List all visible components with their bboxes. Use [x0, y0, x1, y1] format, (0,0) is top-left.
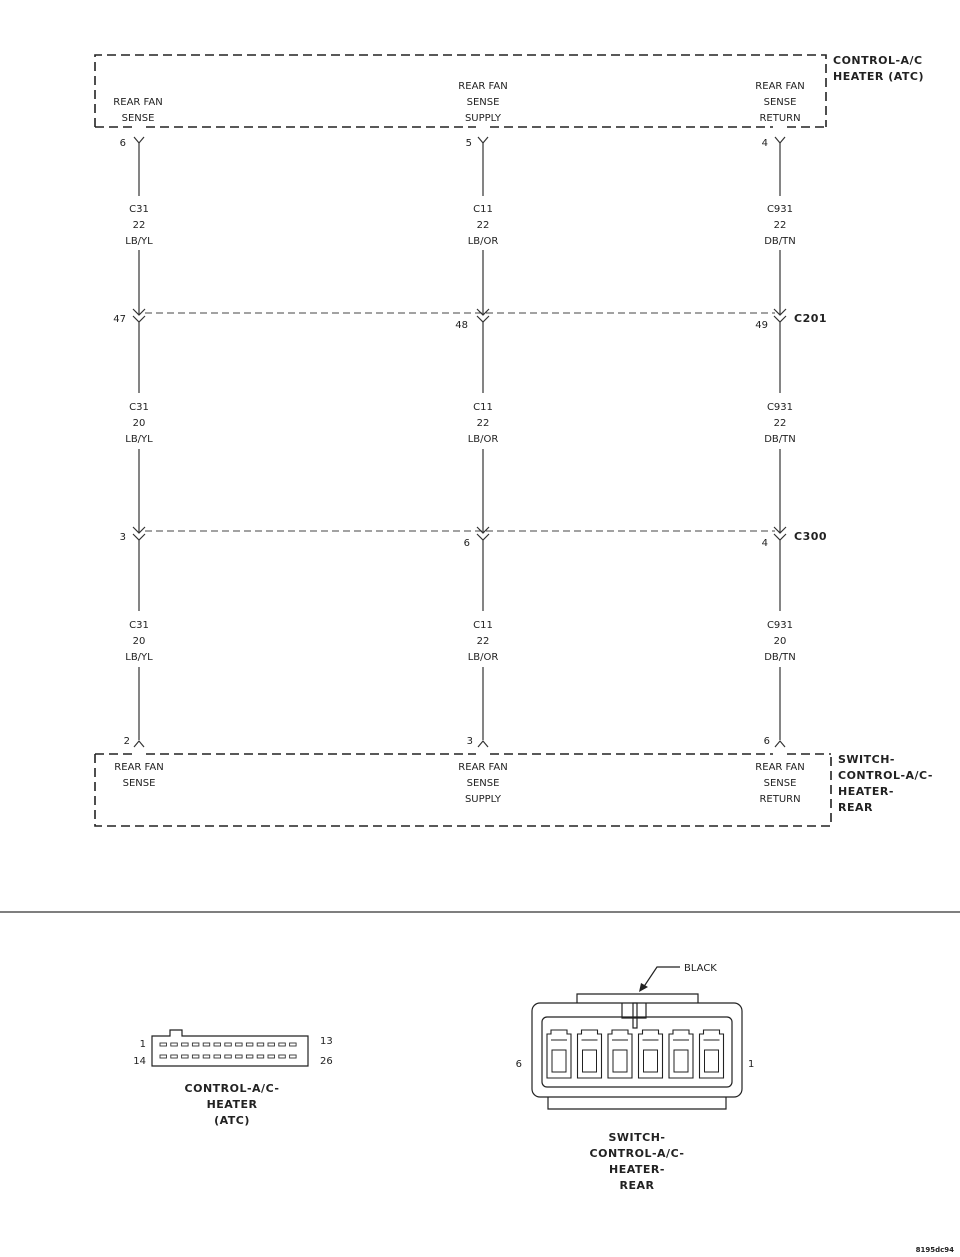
rear-connector-base [548, 1097, 726, 1109]
bottom-pin-c-label-3: RETURN [759, 794, 801, 805]
atc-pin-cavity [279, 1055, 286, 1058]
atc-pin-cavity [268, 1055, 275, 1058]
atc-pin-cavity [257, 1055, 264, 1058]
atc-pin-cavity [192, 1043, 199, 1046]
wire-label-c931-seg1-circuit: C931 [766, 204, 794, 215]
bottom-pin-b-label-1: REAR FAN [458, 762, 508, 773]
top-pin-c-label-1: REAR FAN [755, 81, 805, 92]
wire-label-c11-seg2-gauge: 22 [476, 418, 490, 429]
atc-pin-cavity [236, 1055, 243, 1058]
atc-pin-cavity [182, 1055, 189, 1058]
connector-c300-name: C300 [794, 530, 828, 543]
rear-connector-cavities [547, 1030, 724, 1078]
module-switch-control-ac-heater-rear [95, 736, 933, 826]
wire-label-c931-seg1-gauge: 22 [773, 220, 787, 231]
wire-label-c931-seg3-color: DB/TN [764, 652, 796, 663]
atc-view-name-line-2: HEATER [206, 1098, 258, 1111]
rear-pin-6-label: 6 [515, 1059, 522, 1070]
rear-connector-key-stem [633, 1003, 637, 1028]
connector-view-rear-switch [516, 963, 755, 1192]
top-pin-b-label-2: SENSE [466, 97, 500, 108]
atc-pin-row-bottom [160, 1055, 296, 1058]
bottom-pin-a-label-2: SENSE [122, 778, 156, 789]
module-bottom-name-line-1: SWITCH- [838, 753, 895, 766]
rear-pin-terminal [583, 1050, 597, 1072]
wire-label-c11-seg1-color: LB/OR [467, 236, 499, 247]
atc-pin-cavity [257, 1043, 264, 1046]
atc-view-name-line-3: (ATC) [214, 1114, 250, 1127]
connector-c300 [120, 527, 827, 549]
wire-label-c931-seg2-color: DB/TN [764, 434, 796, 445]
rear-view-name-line-2: CONTROL-A/C- [589, 1147, 685, 1160]
atc-pin-cavity [225, 1055, 232, 1058]
atc-pin-cavity [203, 1043, 210, 1046]
rear-connector-key [622, 1003, 646, 1018]
wire-label-c11-seg1-gauge: 22 [476, 220, 490, 231]
connector-c201-name: C201 [794, 312, 828, 325]
rear-view-leader-line [643, 967, 680, 988]
top-pin-b-label-3: SUPPLY [464, 113, 502, 124]
atc-pin-cavity [279, 1043, 286, 1046]
atc-pin-cavity [182, 1043, 189, 1046]
atc-pin-cavity [214, 1043, 221, 1046]
wire-label-c11-seg3-color: LB/OR [467, 652, 499, 663]
rear-pin-terminal [705, 1050, 719, 1072]
wire-label-c31-seg3-circuit: C31 [129, 620, 149, 631]
c300-pin-c-number: 4 [761, 538, 768, 549]
module-control-ac-heater-atc [95, 54, 924, 149]
atc-pin-row-top [160, 1043, 296, 1046]
atc-pin-1-label: 1 [139, 1039, 146, 1050]
c201-pin-a-number: 47 [113, 314, 126, 325]
c300-pin-b-number: 6 [463, 538, 470, 549]
module-bottom-name-line-4: REAR [838, 801, 873, 814]
atc-pin-cavity [246, 1043, 253, 1046]
rear-pin-cavity [639, 1030, 663, 1078]
wire-label-c31-seg2-color: LB/YL [125, 434, 153, 445]
rear-pin-1-label: 1 [748, 1059, 755, 1070]
wire-label-c931-seg3-gauge: 20 [773, 636, 787, 647]
bottom-pin-a-terminal [134, 741, 144, 747]
wire-label-c931-seg3-circuit: C931 [766, 620, 794, 631]
rear-pin-cavity [608, 1030, 632, 1078]
rear-pin-terminal [644, 1050, 658, 1072]
top-pin-a-label-1: REAR FAN [113, 97, 163, 108]
wire-label-c11-seg3-gauge: 22 [476, 636, 490, 647]
top-pin-b-number: 5 [465, 138, 472, 149]
wire-label-c31-seg2-circuit: C31 [129, 402, 149, 413]
atc-view-name-line-1: CONTROL-A/C- [184, 1082, 280, 1095]
top-pin-b-label-1: REAR FAN [458, 81, 508, 92]
rear-view-name-line-3: HEATER- [609, 1163, 665, 1176]
atc-pin-cavity [246, 1055, 253, 1058]
top-pin-c-label-3: RETURN [759, 113, 801, 124]
wire-label-c11-seg2-circuit: C11 [473, 402, 493, 413]
atc-pin-cavity [290, 1055, 297, 1058]
rear-pin-terminal [552, 1050, 566, 1072]
atc-pin-14-label: 14 [133, 1056, 146, 1067]
top-pin-c-number: 4 [761, 138, 768, 149]
rear-pin-terminal [613, 1050, 627, 1072]
atc-pin-cavity [160, 1055, 167, 1058]
bottom-pin-c-terminal [775, 741, 785, 747]
connector-c201 [113, 309, 827, 331]
c300-pin-a-number: 3 [119, 532, 126, 543]
module-bottom-name-line-2: CONTROL-A/C- [838, 769, 933, 782]
wire-label-c31-seg2-gauge: 20 [132, 418, 146, 429]
wire-label-c11-seg1-circuit: C11 [473, 204, 493, 215]
rear-view-leader-arrow [639, 983, 648, 992]
wire-label-c931-seg2-gauge: 22 [773, 418, 787, 429]
rear-connector-latch [577, 994, 698, 1003]
rear-view-color-label: BLACK [684, 963, 717, 974]
atc-pin-cavity [203, 1055, 210, 1058]
top-pin-a-label-2: SENSE [121, 113, 155, 124]
rear-pin-cavity [700, 1030, 724, 1078]
wire-label-c31-seg3-gauge: 20 [132, 636, 146, 647]
atc-pin-cavity [236, 1043, 243, 1046]
wire-label-c31-seg1-color: LB/YL [125, 236, 153, 247]
rear-view-name-line-1: SWITCH- [608, 1131, 666, 1144]
wire-label-c931-seg2-circuit: C931 [766, 402, 794, 413]
wire-label-c931-seg1-color: DB/TN [764, 236, 796, 247]
top-pin-b-terminal [478, 137, 488, 143]
rear-pin-cavity [669, 1030, 693, 1078]
bottom-pin-b-label-2: SENSE [466, 778, 500, 789]
top-pin-c-terminal [775, 137, 785, 143]
wire-label-c31-seg1-gauge: 22 [132, 220, 146, 231]
rear-pin-terminal [674, 1050, 688, 1072]
module-bottom-name-line-3: HEATER- [838, 785, 894, 798]
atc-pin-cavity [214, 1055, 221, 1058]
bottom-pin-a-label-1: REAR FAN [114, 762, 164, 773]
c201-pin-b-number: 48 [455, 320, 468, 331]
bottom-pin-a-number: 2 [123, 736, 130, 747]
bottom-pin-b-label-3: SUPPLY [464, 794, 502, 805]
wire-label-c11-seg3-circuit: C11 [473, 620, 493, 631]
atc-pin-13-label: 13 [320, 1036, 333, 1047]
atc-pin-cavity [192, 1055, 199, 1058]
top-pin-a-terminal [134, 137, 144, 143]
connector-view-atc [133, 1030, 332, 1127]
figure-id: 8195dc94 [915, 1246, 954, 1254]
top-pin-c-label-2: SENSE [763, 97, 797, 108]
bottom-pin-c-number: 6 [763, 736, 770, 747]
atc-pin-cavity [160, 1043, 167, 1046]
atc-connector-body [152, 1030, 308, 1066]
wire-segment-2 [125, 322, 796, 533]
top-pin-a-number: 6 [119, 138, 126, 149]
bottom-pin-b-number: 3 [466, 736, 473, 747]
bottom-pin-b-terminal [478, 741, 488, 747]
wire-label-c31-seg1-circuit: C31 [129, 204, 149, 215]
atc-pin-cavity [268, 1043, 275, 1046]
module-top-name-line-2: HEATER (ATC) [833, 70, 924, 83]
wire-segment-3 [125, 540, 796, 740]
rear-pin-cavity [578, 1030, 602, 1078]
c201-pin-c-number: 49 [755, 320, 768, 331]
bottom-pin-c-label-1: REAR FAN [755, 762, 805, 773]
wire-label-c11-seg2-color: LB/OR [467, 434, 499, 445]
atc-pin-26-label: 26 [320, 1056, 333, 1067]
atc-pin-cavity [225, 1043, 232, 1046]
module-top-name-line-1: CONTROL-A/C [833, 54, 923, 67]
rear-pin-cavity [547, 1030, 571, 1078]
atc-pin-cavity [171, 1043, 178, 1046]
bottom-pin-c-label-2: SENSE [763, 778, 797, 789]
wire-label-c31-seg3-color: LB/YL [125, 652, 153, 663]
atc-pin-cavity [171, 1055, 178, 1058]
atc-pin-cavity [290, 1043, 297, 1046]
rear-view-name-line-4: REAR [619, 1179, 655, 1192]
wire-segment-1 [125, 143, 796, 315]
